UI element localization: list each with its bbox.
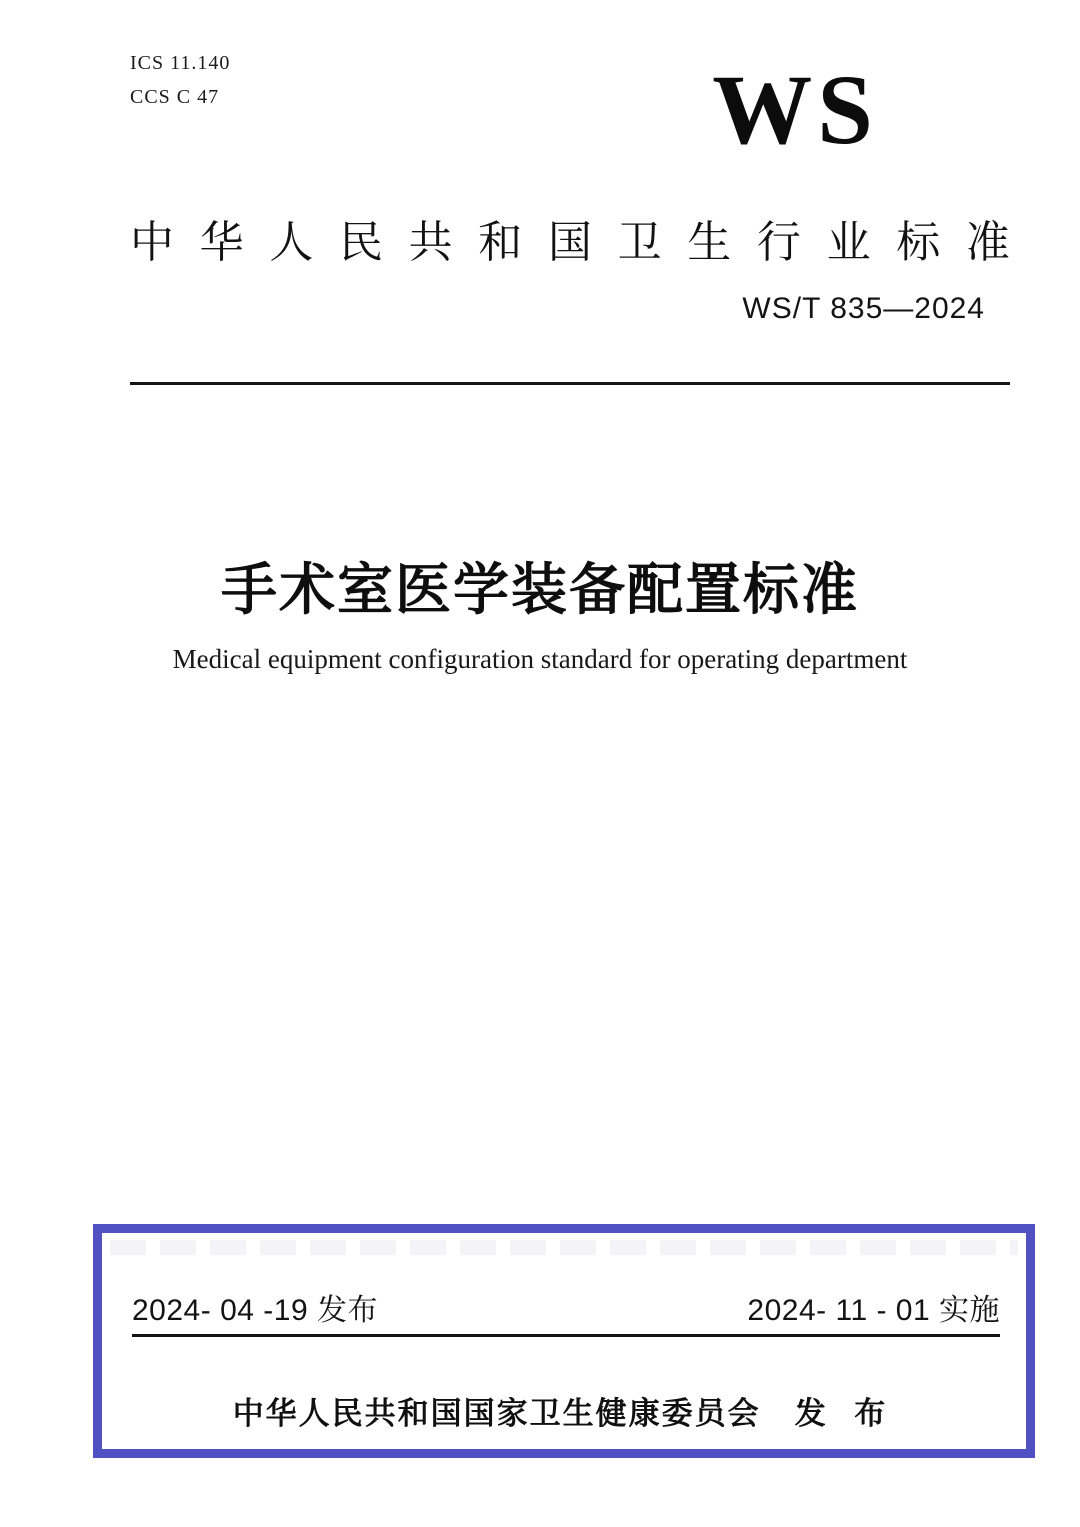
document-title-english: Medical equipment configuration standard for operating department — [172, 644, 908, 674]
standard-category-heading — [130, 206, 1010, 270]
heading-char: 国 — [547, 218, 592, 267]
ccs-code: CCS C 47 — [130, 86, 220, 108]
heading-char: 准 — [965, 218, 1010, 267]
heading-char: 标 — [896, 218, 941, 267]
implementation-date: 2024- 11 - 01 实施 — [747, 1294, 1000, 1327]
issue-date: 2024- 04 -19 发布 — [132, 1294, 378, 1327]
heading-char: 民 — [338, 218, 383, 267]
ws-logo: WS — [712, 54, 878, 165]
heading-char: 中 — [130, 218, 174, 267]
publisher-row — [102, 1388, 1026, 1433]
standard-number: WS/T 835—2024 — [742, 292, 985, 325]
publication-box — [93, 1224, 1035, 1458]
classification-codes — [130, 46, 230, 114]
scan-watermark-row — [110, 1240, 1018, 1255]
heading-char: 行 — [756, 218, 801, 267]
header-divider — [130, 382, 1010, 385]
publication-dates-row — [132, 1285, 1000, 1337]
document-title-chinese: 手术室医学装备配置标准 — [221, 558, 859, 621]
heading-char: 华 — [199, 218, 244, 267]
publisher-name: 中华人民共和国国家卫生健康委员会 — [232, 1396, 761, 1431]
heading-char: 和 — [478, 218, 523, 267]
heading-char: 卫 — [617, 218, 662, 267]
heading-char: 业 — [826, 218, 871, 267]
heading-char: 共 — [408, 218, 453, 267]
ics-code: ICS 11.140 — [130, 52, 231, 74]
heading-char: 生 — [687, 218, 732, 267]
heading-char: 人 — [269, 218, 314, 267]
publish-action-label: 发 布 — [794, 1396, 896, 1431]
